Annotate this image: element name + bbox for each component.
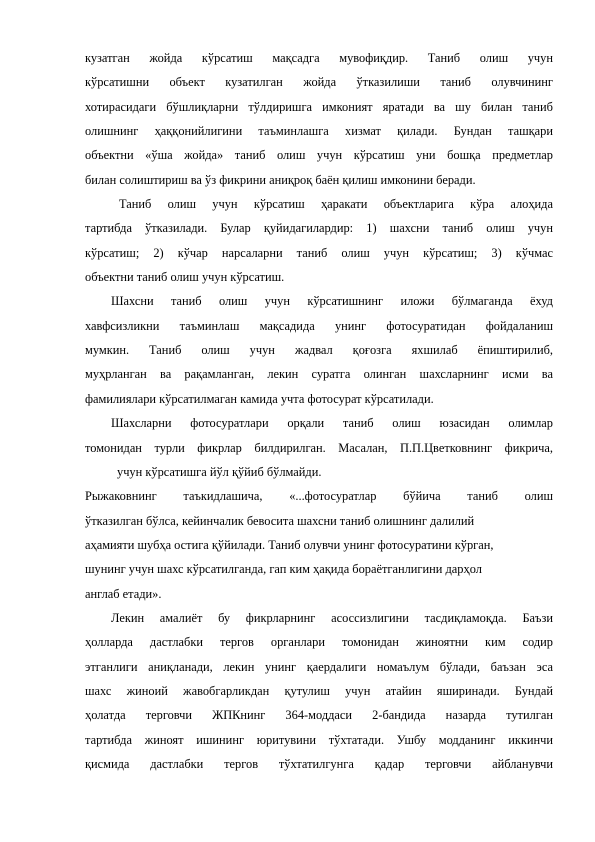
- document-body: [85, 46, 553, 776]
- text-line: англаб етади».: [85, 586, 162, 601]
- text-line: объектни таниб олиш учун кўрсатиш.: [85, 270, 285, 285]
- text-line: қисмида дастлабки тергов тўхтатилгунга қадар терговчи айбланувчи: [85, 756, 553, 771]
- text-line: ҳолатда терговчи ЖПКнинг 364-моддаси 2-бандида назарда тутилган: [85, 708, 553, 723]
- text-line: тартибда ўтказилади. Булар қуйидагилардир: 1) шахсни таниб олиш учун: [85, 221, 553, 236]
- text-line: шахс жиноий жавобгарликдан қутулиш учун атайин яширинади. Бундай: [85, 683, 553, 698]
- text-line: хотирасидаги бўшлиқларни тўлдиришга имконият яратади ва шу билан таниб: [85, 99, 553, 114]
- text-line: аҳамияти шубҳа остига қўйилади. Таниб олувчи унинг фотосуратини кўрган,: [85, 537, 494, 552]
- text-line: муҳрланган ва рақамланган, лекин суратга олинган шахсларнинг исми ва: [85, 367, 553, 382]
- text-line: Лекин амалиёт бу фикрларнинг асоссизлигини тасдиқламоқда. Баъзи: [111, 610, 553, 625]
- text-line: хавфсизликни таъминлаш мақсадида унинг фотосуратидан фойдаланиш: [85, 318, 553, 333]
- text-line: мумкин. Таниб олиш учун жадвал қоғозга яхшилаб ёпиштирилиб,: [85, 343, 553, 358]
- text-line: Таниб олиш учун кўрсатиш ҳаракати объектларига кўра алоҳида: [119, 197, 553, 212]
- text-line: ўтказилган бўлса, кейинчалик бевосита шахсни таниб олишнинг далилий: [85, 513, 475, 528]
- text-line: фамилиялари кўрсатилмаган камида учта фотосурат кўрсатилади.: [85, 391, 434, 406]
- text-line: томонидан турли фикрлар билдирилган. Масалан, П.П.Цветковнинг фикрича,: [85, 440, 553, 455]
- text-line: шунинг учун шахс кўрсатилганда, гап ким ҳақида бораётганлигини дарҳол: [85, 562, 482, 577]
- text-line: кўрсатиш; 2) кўчар нарсаларни таниб олиш учун кўрсатиш; 3) кўчмас: [85, 245, 553, 260]
- text-line: Шахсларни фотосуратлари орқали таниб олиш юзасидан олимлар: [111, 416, 553, 431]
- text-line: учун кўрсатишга йўл қўйиб бўлмайди.: [117, 464, 322, 479]
- text-line: Шахсни таниб олиш учун кўрсатишнинг иложи бўлмаганда ёхуд: [111, 294, 553, 309]
- text-line: кўрсатишни объект кузатилган жойда ўтказилиши таниб олувчининг: [85, 75, 553, 90]
- text-line: этганлиги аниқланади, лекин унинг қаердалиги номаълум бўлади, баъзан эса: [85, 659, 553, 674]
- text-line: олишнинг ҳаққонийлигини таъминлашга хизмат қилади. Бундан ташқари: [85, 124, 553, 139]
- text-line: Рыжаковнинг таъкидлашича, «...фотосуратлар бўйича таниб олиш: [85, 489, 553, 504]
- text-line: ҳолларда дастлабки тергов органлари томонидан жиноятни ким содир: [85, 635, 553, 650]
- text-line: тартибда жиноят ишининг юритувини тўхтатади. Ушбу модданинг иккинчи: [85, 732, 553, 747]
- text-line: билан солиштириш ва ўз фикрини аниқроқ баён қилиш имконини беради.: [85, 172, 476, 187]
- text-line: объектни «ўша жойда» таниб олиш учун кўрсатиш уни бошқа предметлар: [85, 148, 553, 163]
- text-line: кузатган жойда кўрсатиш мақсадга мувофиқдир. Таниб олиш учун: [85, 51, 553, 65]
